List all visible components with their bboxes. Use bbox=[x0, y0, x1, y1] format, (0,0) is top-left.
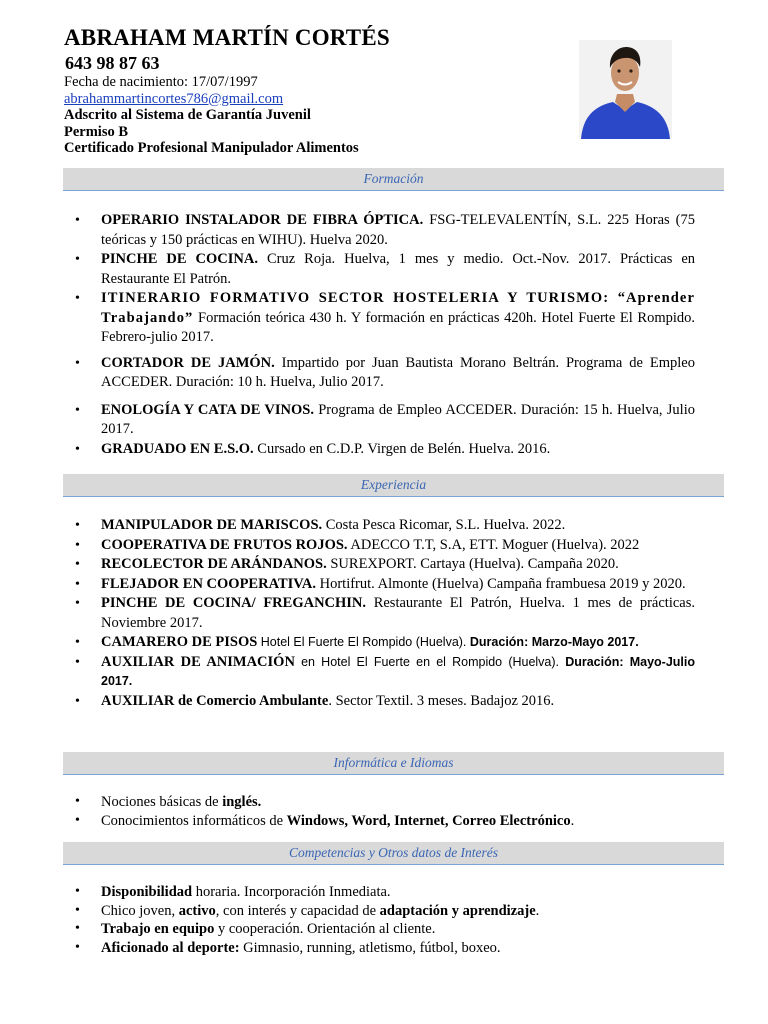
list-item: • CAMARERO DE PISOS Hotel El Fuerte El Rompido (Huelva). Duración: Marzo-Mayo 2017. bbox=[64, 633, 695, 653]
list-item: • MANIPULADOR DE MARISCOS. Costa Pesca Ricomar, S.L. Huelva. 2022. bbox=[64, 516, 695, 536]
youth-guarantee: Adscrito al Sistema de Garantía Juvenil bbox=[64, 107, 311, 124]
phone-number: 643 98 87 63 bbox=[65, 53, 160, 73]
list-item: • RECOLECTOR DE ARÁNDANOS. SUREXPORT. Cartaya (Huelva). Campaña 2020. bbox=[64, 555, 695, 575]
profile-photo bbox=[579, 40, 672, 139]
list-item: • COOPERATIVA DE FRUTOS ROJOS. ADECCO T.T, S.A, ETT. Moguer (Huelva). 2022 bbox=[64, 536, 695, 556]
person-photo-icon bbox=[579, 40, 672, 139]
list-item: • Chico joven, activo, con interés y capacidad de adaptación y aprendizaje. bbox=[64, 902, 695, 921]
list-item: • PINCHE DE COCINA. Cruz Roja. Huelva, 1 mes y medio. Oct.-Nov. 2017. Prácticas en Restaurante El Patrón. bbox=[64, 250, 695, 289]
list-item: • Conocimientos informáticos de Windows, Word, Internet, Correo Electrónico. bbox=[64, 812, 695, 831]
list-item: • OPERARIO INSTALADOR DE FIBRA ÓPTICA. FSG-TELEVALENTÍN, S.L. 225 Horas (75 teóricas y 150 prácticas en WIHU). Huelva 2020. bbox=[64, 211, 695, 250]
list-item: • FLEJADOR EN COOPERATIVA. Hortifrut. Almonte (Huelva) Campaña frambuesa 2019 y 2020. bbox=[64, 575, 695, 595]
experiencia-list bbox=[64, 516, 695, 711]
email-link[interactable]: abrahammartincortes786@gmail.com bbox=[64, 90, 284, 107]
list-item: • Nociones básicas de inglés. bbox=[64, 793, 695, 812]
list-item: • ENOLOGÍA Y CATA DE VINOS. Programa de Empleo ACCEDER. Duración: 15 h. Huelva, Julio 2017. bbox=[64, 401, 695, 440]
competencias-list bbox=[64, 883, 695, 957]
list-item: • AUXILIAR DE ANIMACIÓN en Hotel El Fuerte en el Rompido (Huelva). Duración: Mayo-Julio 2017. bbox=[64, 653, 695, 692]
list-item: • Trabajo en equipo y cooperación. Orientación al cliente. bbox=[64, 920, 695, 939]
informatica-list bbox=[64, 793, 695, 830]
food-handler-cert: Certificado Profesional Manipulador Alimentos bbox=[64, 140, 359, 157]
candidate-name: ABRAHAM MARTÍN CORTÉS bbox=[64, 25, 390, 50]
list-item: • Disponibilidad horaria. Incorporación Inmediata. bbox=[64, 883, 695, 902]
section-informatica-header: Informática e Idiomas bbox=[63, 752, 724, 775]
cv-header bbox=[64, 24, 584, 157]
list-item: • Aficionado al deporte: Gimnasio, running, atletismo, fútbol, boxeo. bbox=[64, 939, 695, 958]
section-experiencia-header: Experiencia bbox=[63, 474, 724, 497]
formacion-list bbox=[64, 211, 695, 459]
list-item: • PINCHE DE COCINA/ FREGANCHIN. Restaurante El Patrón, Huelva. 1 mes de prácticas. Noviembre 2017. bbox=[64, 594, 695, 633]
list-item: • CORTADOR DE JAMÓN. Impartido por Juan Bautista Morano Beltrán. Programa de Empleo ACCEDER. Duración: 10 h. Huelva, Julio 2017. bbox=[64, 354, 695, 393]
section-formacion-header: Formación bbox=[63, 168, 724, 191]
list-item: • GRADUADO EN E.S.O. Cursado en C.D.P. Virgen de Belén. Huelva. 2016. bbox=[64, 440, 695, 460]
driving-license: Permiso B bbox=[64, 123, 129, 140]
list-item: • ITINERARIO FORMATIVO SECTOR HOSTELERIA Y TURISMO: “Aprender Trabajando” Formación teórica 430 h. Y formación en prácticas 420h. Hotel Fuerte El Rompido. Febrero-julio 2017. bbox=[64, 289, 695, 348]
birth-date: Fecha de nacimiento: 17/07/1997 bbox=[64, 74, 258, 90]
section-competencias-header: Competencias y Otros datos de Interés bbox=[63, 842, 724, 865]
list-item: • AUXILIAR de Comercio Ambulante. Sector Textil. 3 meses. Badajoz 2016. bbox=[64, 692, 695, 712]
